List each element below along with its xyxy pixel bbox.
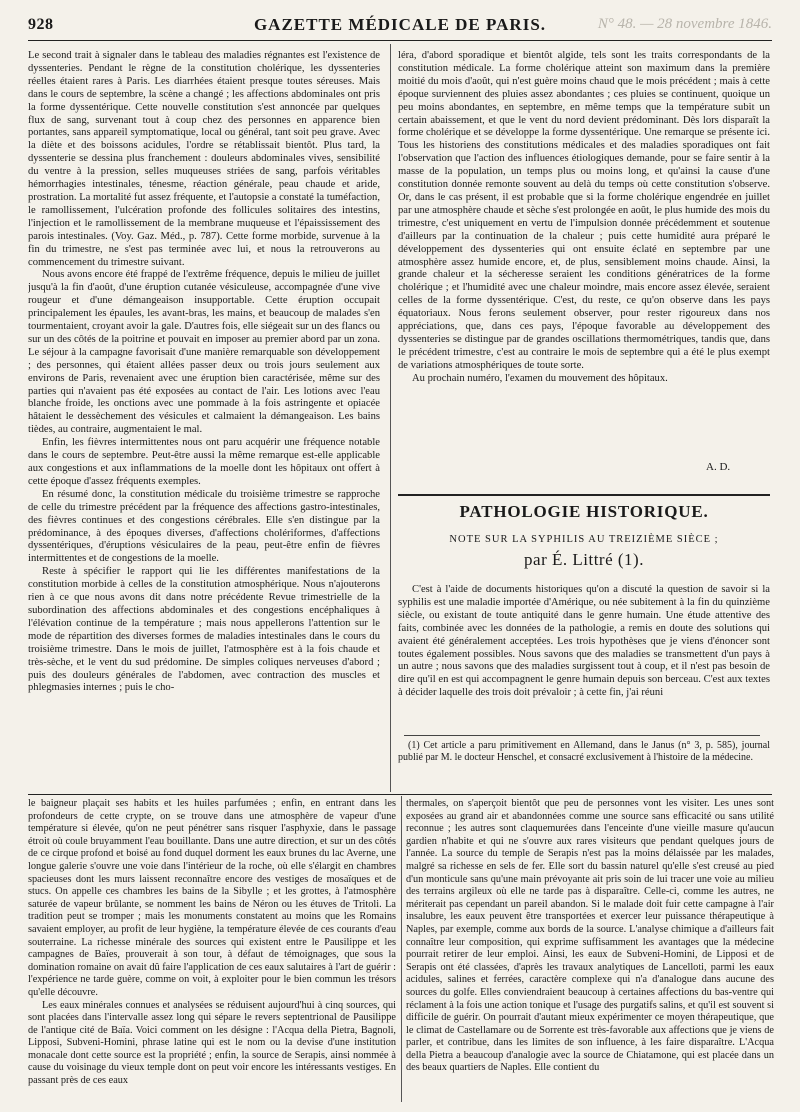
article-author: par É. Littré (1). [524, 550, 644, 569]
column-top-left [28, 50, 380, 790]
article-title: NOTE SUR LA SYPHILIS AU TREIZIÈME SIÈCE ; [449, 534, 719, 545]
section-header [398, 494, 770, 574]
paragraph: En résumé donc, la constitution médicale du troisième trimestre se rapproche de celle du trimestre précédent par la fréquence des affections gastro-intestinales, des fièvres continues et des congestions cérébrales. Elle s'en distingue par la prédominance, à des époques diverses, d'affections cholériformes, d'affections dyssentériques, d'éruptions vésiculaires de la peau, peut-être enfin de fièvres intermittentes et de congestions de la moelle. [28, 488, 380, 565]
paragraph: Nous avons encore été frappé de l'extrême fréquence, depuis le milieu de juillet jusqu'à la fin d'août, d'une éruption cutanée vésiculeuse, accompagnée d'une vive rougeur et d'une démangeaison insupportable. Cette éruption occupait principalement les épaules, les avant-bras, les mains, et beaucoup de malades s'en tourmentaient, croyant avoir la gale. D'autres fois, elle siégeait sur un des flancs ou sur un des côtés de la poitrine et pouvait en imposer au premier abord par un zona. Le séjour à la campagne favorisait d'une manière remarquable son développement ; des personnes, qui étaient allées passer deux ou trois jours seulement aux environs de Paris, revenaient avec une éruption bien caractérisée, même sur des parties qui n'avaient pas été exposées au contact de l'air. Les lotions avec l'eau blanche froide, les onctions avec une pommade à la fois astringente et opiacée hâtaient le dessèchement des vésicules et calmaient la démangeaison. Les bains tièdes, au contraire, augmentaient le mal. [28, 269, 380, 436]
paragraph: thermales, on s'aperçoit bientôt que peu de personnes vont les visiter. Les unes sont exposées au grand air et abandonnées comme une source sans efficacité ou sans utilité reconnue ; les autres sont claquemurées dans l'enceinte d'une vieille masure qu'aucun gardien n'habite et qui ne s'ouvre aux rares visiteurs que pendant quelques jours de l'année. La source du temple de Serapis n'est pas la moins délaissée par les malades, malgré sa richesse en sels de fer. Elle sort du bassin naturel qu'elle s'est creusé au pied d'un monticule sans qu'une main prévoyante ait pris soin de lui tracer une voie au milieu des terrains argileux où elle ne tarde pas à disparaître. Celle-ci, comme les autres, ne mériterait pas cependant un pareil abandon. Si le malade doit fuir cette campagne à l'air insalubre, les eaux peuvent être transportées et exercer leur puissance thérapeutique à Naples, par exemple, comme aux bords de la source. L'analyse chimique a d'ailleurs fait connaître leur composition, qui exprime suffisamment les avantages que la médecine pourrait retirer de leur emploi. Ainsi, les eaux de Subveni-Homini, de Lipposi et de Serapis ont été classées, d'après les travaux analytiques de Lancelloti, parmi les eaux acidules, salines et ferrées, caractère complexe qui n'a d'analogue dans aucune des sources du golfe. Elles conviendraient beaucoup à certaines affections du bas-ventre qui réclament à la fois une action tonique et l'usage des purgatifs salins, et qu'il est souvent si difficile de guérir. On pourrait d'autant mieux expérimenter ce moyen thérapeutique, que le climat de Castellamare ou de Sorrente est très-favorable aux affections que je viens de parler, et contribue, dans les limites de son influence, à les faire disparaître. L'Acqua della Pietra a beaucoup d'analogie avec la source de Chiatamone, qui est placée dans un des beaux quartiers de Naples. Elle contient du [406, 798, 774, 1074]
paragraph: Enfin, les fièvres intermittentes nous ont paru acquérir une fréquence notable dans le cours de septembre. Peut-être aussi la même remarque est-elle applicable aux congestions et aux inflammations de la moelle dont les hôpitaux ont offert à cette époque d'assez fréquents exemples. [28, 437, 380, 487]
page-number: 928 [28, 16, 54, 33]
section-title: PATHOLOGIE HISTORIQUE. [459, 502, 709, 521]
issue-date-bleedthrough: N° 48. — 28 novembre 1846. [597, 16, 772, 32]
paragraph: Les eaux minérales connues et analysées se réduisent aujourd'hui à cinq sources, qui sont placées dans l'intervalle assez long qui sépare le revers septentrional de Pausilippe de l'antique cité de Baïa. Voici comment on les désigne : l'Acqua della Pietra, Bagnoli, Lipposi, Subveni-Homini, phrase latine qui est le nom ou la devise d'une institution monacale dont cette source est la propriété ; enfin, la source de Serapis, ainsi nommée à cause du voisinage du vieux temple dont on peut voir encore les intéressants vestiges. En passant près de ces eaux [28, 999, 396, 1087]
page-header [28, 14, 772, 40]
column-divider-top [390, 44, 391, 792]
article-body [398, 584, 770, 732]
column-top-right [398, 50, 770, 482]
journal-title: GAZETTE MÉDICALE DE PARIS. [253, 15, 547, 34]
header-rule [28, 40, 772, 41]
author-initials: A. D. [706, 461, 731, 473]
paragraph: le baigneur plaçait ses habits et les huiles parfumées ; enfin, en entrant dans les profondeurs de cette crypte, on se trouve dans une atmosphère de vapeur d'une température si élevée, qu'on ne peut pénétrer sans risquer l'asphyxie, dans le passage étroit où coule bruyamment l'eau bouillante. Dans une autre direction, et sur un des côtés de ce cirque profond et boisé au fond duquel dorment les eaux brunes du lac Averne, une longue galerie s'ouvre une voie dans l'intérieur de la roche, où elle s'élargit en chambres spacieuses dont les murs laissent reconnaître encore des vestiges de mosaïques et de stucs. On appelle ces chambres les bains de la Sibylle ; et les grottes, à l'atmosphère saturée de vapeur brûlante, se nomment les bains de Néron ou les étuves de Tritoli. La tradition peut se tromper ; mais les monuments constatent au moins que les Romains savaient employer, au profit de leur hygiène, la température élevée de ces courants d'eau souterraine. La richesse minérale des sources qui existent entre le Pausilippe et les campagnes de Baïes, prouverait à son tour, à défaut de témoignages, que sous la domination romaine on avait dû faire l'application de ces eaux salutaires à l'art de guérir : l'expérience ne tarde guère, comme on voit, à exploiter pour le bien commun les trésors qu'elle découvre. [28, 798, 396, 998]
column-bottom-left [28, 798, 396, 1102]
section-divider [28, 794, 772, 795]
column-bottom-right [406, 798, 774, 1102]
footnote [398, 740, 770, 790]
paragraph: Reste à spécifier le rapport qui lie les différentes manifestations de la constitution morbide à celles de la constitution atmosphérique. Nous n'ajouterons rien à ce que nous avons dit dans notre précédente Revue trimestrielle de la subordination des affections abdominales et des congestions encéphaliques à l'élévation continue de la température ; mais nous appellerons l'attention sur le mode de répartition des diverses formes de maladies intestinales dans le cours du troisième trimestre. Dans le mois de juillet, l'atmosphère est à la fois chaude et très-sèche, et le vent du sud prédomine. De simples coliques nerveuses d'abord ; puis des douleurs générales de l'abdomen, avec contraction des muscles et phlegmasies internes ; puis le cho- [28, 566, 380, 694]
paragraph: C'est à l'aide de documents historiques qu'on a discuté la question de savoir si la syphilis est une maladie importée d'Amérique, ou née subitement à la fin du quinzième siècle, ou existant de toute antiquité dans le genre humain. Une étude attentive des faits, combinée avec les données de la pathologie, a remis en doute des solutions qui avaient été généralement acceptées. Les trois hypothèses que je viens d'énoncer sont toutes également possibles. Nous savons que des maladies se transmettent d'un pays à un autre ; nous savons que des maladies surgissent tout à coup, et il n'est pas besoin de dire qu'il en est qui accompagnent le genre humain depuis son berceau. C'est aux textes à décider laquelle des trois doit prévaloir ; à cette fin, j'ai réuni [398, 584, 770, 699]
footnote-rule [404, 735, 760, 736]
column-divider-bottom [401, 796, 402, 1102]
footnote-text: (1) Cet article a paru primitivement en Allemand, dans le Janus (n° 3, p. 585), journal publié par M. le docteur Henschel, et consacré exclusivement à l'histoire de la médecine. [398, 740, 770, 764]
paragraph: léra, d'abord sporadique et bientôt algide, tels sont les traits correspondants de la constitution médicale. La forme cholérique atteint son maximum dans la première moitié du mois d'août, qui n'est guère moins chaud que le mois précédent ; mais à cette époque surviennent des pluies assez abondantes ; ces pluies se continuent, quoique un peu moins abondantes, en septembre, en même temps que la température subit un certain abaissement, et que le vent du nord devient prédominant. Dès lors disparaît la forme cholérique et se développe la forme dyssentérique. Une remarque se présente ici. Tous les historiens des constitutions médicales et des maladies sporadiques ont fait l'observation que l'action des influences étiologiques demande, pour se faire sentir à la masse de la population, un temps plus ou moins long, et qu'ainsi la cause d'une constitution donnée remonte souvent au delà du temps où cette constitution s'observe. Or, dans le cas présent, il est probable que si la forme cholérique engendrée en juillet par une atmosphère chaude et sèche s'est prolongée en août, le plus humide des mois du trimestre, c'est uniquement en vertu de l'impulsion donnée précédemment et soutenue d'ailleurs par la continuation de la chaleur ; puis cette humidité aura préparé le développement des dyssenteries qui ont ensuite éclaté en septembre par une atmosphère assez humide encore, et, de plus, sensiblement moins chaude. Ainsi, la grande chaleur et la sécheresse seraient les conditions génératrices de la forme cholérique ; et l'humidité avec une chaleur moindre, mais encore assez élevée, seraient celles de la forme dyssentérique. C'est, du reste, ce qu'on observe dans les pays équatoriaux. Nous ferons seulement observer, pour rester rigoureux dans nos appréciations, que, dans ces pays, l'époque favorable au développement des dyssenteries se distingue par de grandes oscillations thermométriques, tandis que, dans le précédent trimestre, c'est au contraire le mois de septembre qui a été le plus exempt de variations atmosphériques de toute sorte. [398, 50, 770, 371]
paragraph: Le second trait à signaler dans le tableau des maladies régnantes est l'existence de dyssenteries. Pendant le règne de la constitution cholérique, les dyssenteries réelles étaient rares à Paris. Les diarrhées étaient presque toutes séreuses. Mais dans le cours de septembre, la scène a changé ; les affections abdominales ont pris la forme dyssentérique. Cette nouvelle constitution s'est annoncée par quelques flux de sang, survenant tout à coup chez des personnes en apparence bien portantes, sans appareil symptomatique, local ou général, tant soit peu grave. Avec la diète et des boissons acidules, l'ordre se rétablissait bientôt. Plus tard, la dyssenterie se dessina plus franchement : douleurs abdominales vives, sensibilité du ventre à la pression, selles muqueuses striées de sang, parfois véritables hémorrhagies intestinales, ténesme, réaction générale, peau chaude et aride, prostration. La mortalité fut assez fréquente, et l'autopsie a constaté la tuméfaction, le ramollissement, l'ulcération profonde des follicules solitaires des intestins, l'injection et le ramollissement de la membrane muqueuse et l'épaississement des parois intestinales. (Voy. Gaz. Méd., p. 787). Cette forme morbide, survenue à la fin du trimestre, ne s'est pas terminée avec lui, et nous la retrouverons au commencement du trimestre suivant. [28, 50, 380, 268]
paragraph: Au prochain numéro, l'examen du mouvement des hôpitaux. [412, 372, 668, 384]
